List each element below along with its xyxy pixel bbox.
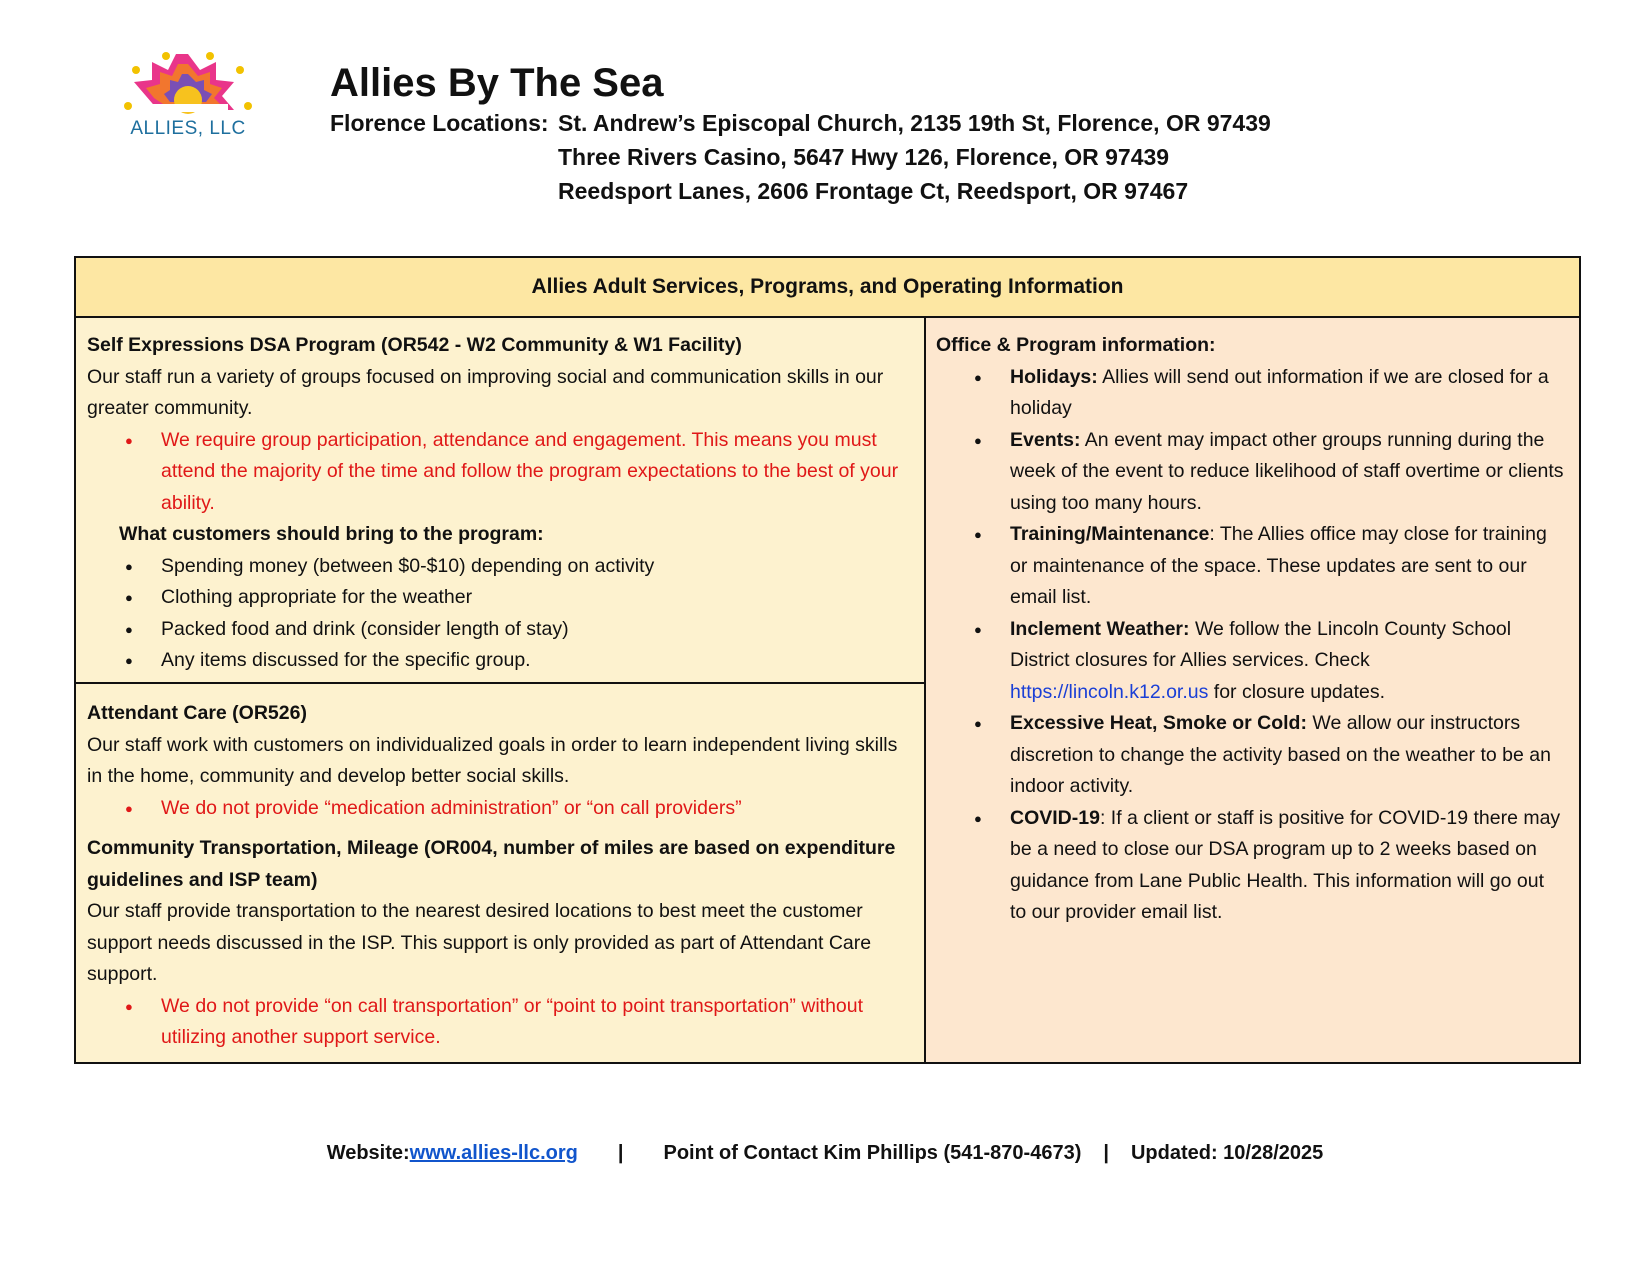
website-label: Website:: [326, 1142, 410, 1164]
list-item: [936, 708, 1565, 803]
item-text: We allow our instructors discretion to change the activity based on the weather to be an indoor activity.: [1010, 712, 1551, 797]
footer-separator: |: [617, 1142, 624, 1164]
item-text-after: for closure updates.: [1208, 680, 1386, 703]
self-expressions-heading: Self Expressions DSA Program (OR542 - W2 Community & W1 Facility): [87, 334, 742, 356]
list-item: ● We do not provide “medication administration” or “on call providers”: [87, 793, 914, 825]
allies-logo: [118, 48, 268, 148]
item-text: : The Allies office may close for training or maintenance of the space. These updates are sent to our email list.: [1010, 523, 1547, 608]
office-heading: Office & Program information:: [936, 334, 1216, 356]
location-3: Reedsport Lanes, 2606 Frontage Ct, Reedsport, OR 97467: [558, 178, 1189, 204]
list-item: ● Clothing appropriate for the weather: [87, 582, 914, 614]
contact-info: Point of Contact Kim Phillips (541-870-4673): [663, 1142, 1082, 1164]
attendant-care-notes: [87, 793, 914, 825]
list-item: ● We do not provide “on call transportation” or “point to point transportation” without utilizing another support service.: [87, 991, 914, 1054]
list-item: ● We require group participation, attendance and engagement. This means you must attend the majority of the time and follow the program expectations to the best of your ability.: [87, 425, 914, 520]
list-item: ● Packed food and drink (consider length of stay): [87, 614, 914, 646]
logo-wordmark: ALLIES, LLC: [130, 118, 246, 139]
bring-list: [87, 551, 914, 677]
location-1: St. Andrew’s Episcopal Church, 2135 19th St, Florence, OR 97439: [558, 110, 1271, 136]
transportation-body: Our staff provide transportation to the nearest desired locations to best meet the customer support needs discussed in the ISP. This support is only provided as part of Attendant Care support.: [87, 900, 872, 985]
list-item: ● Any items discussed for the specific group.: [87, 645, 914, 677]
list-item: [936, 614, 1565, 709]
item-label: Excessive Heat, Smoke or Cold:: [1010, 712, 1307, 734]
updated-date: Updated: 10/28/2025: [1130, 1142, 1324, 1164]
self-expressions-body: Our staff run a variety of groups focused on improving social and communication skills in our greater community.: [87, 365, 884, 419]
self-expressions-cell: [76, 318, 926, 684]
item-label: Inclement Weather:: [1010, 617, 1190, 640]
table-title: Allies Adult Services, Programs, and Operating Information: [76, 258, 1579, 318]
lincoln-schools-link[interactable]: https://lincoln.k12.or.us: [1010, 680, 1209, 703]
location-2: Three Rivers Casino, 5647 Hwy 126, Florence, OR 97439: [558, 144, 1170, 170]
item-label: COVID-19: [1010, 806, 1100, 829]
sun-burst-icon: [118, 48, 258, 128]
attendant-care-heading: Attendant Care (OR526): [87, 702, 307, 724]
header: [330, 60, 1271, 208]
list-item: ● Spending money (between $0-$10) depending on activity: [87, 551, 914, 583]
attendant-care-cell: [76, 684, 926, 1062]
item-label: Training/Maintenance: [1010, 523, 1210, 545]
office-info-cell: [926, 318, 1579, 1062]
location-row: [330, 174, 1271, 208]
page-title: Allies By The Sea: [330, 61, 664, 105]
attendant-care-body: Our staff work with customers on individualized goals in order to learn independent living skills in the home, community and develop better social skills.: [87, 733, 898, 787]
self-expressions-requirements: [87, 425, 914, 520]
footer-separator: |: [1103, 1142, 1109, 1164]
website-link[interactable]: www.allies-llc.org: [409, 1142, 578, 1164]
list-item: [936, 362, 1565, 425]
location-row: [330, 106, 1271, 140]
office-list: [936, 362, 1565, 929]
list-item: [936, 425, 1565, 520]
bring-heading: What customers should bring to the program:: [119, 523, 544, 545]
transportation-notes: [87, 991, 914, 1054]
footer: [0, 1142, 1650, 1165]
item-label: Holidays:: [1010, 365, 1098, 388]
services-table: [74, 256, 1581, 1064]
location-row: [330, 140, 1271, 174]
list-item: [936, 803, 1565, 929]
transportation-heading: Community Transportation, Mileage (OR004, number of miles are based on expenditure guidelines and ISP team): [87, 837, 896, 891]
locations-label: Florence Locations:: [330, 110, 549, 136]
list-item: [936, 519, 1565, 614]
item-text: An event may impact other groups running during the week of the event to reduce likelihood of staff overtime or clients using too many hours.: [1010, 428, 1564, 514]
item-text: We follow the Lincoln County School District closures for Allies services. Check: [1010, 617, 1512, 671]
item-label: Events:: [1010, 428, 1081, 451]
item-text: Allies will send out information if we are closed for a holiday: [1010, 365, 1549, 419]
item-text: : If a client or staff is positive for COVID-19 there may be a need to close our DSA program up to 2 weeks based on guidance from Lane Public Health. This information will go out to our provider email list.: [1010, 806, 1561, 923]
